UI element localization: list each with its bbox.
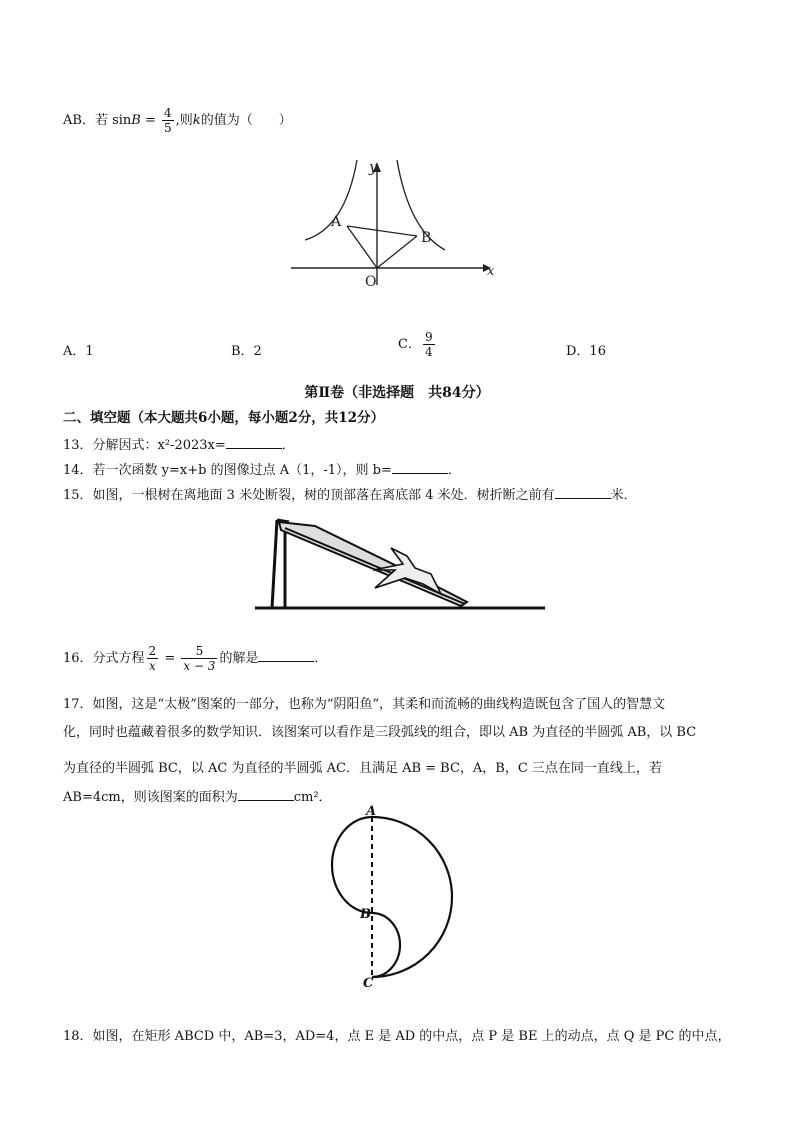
label-a: A (331, 214, 342, 230)
q13-answer-blank[interactable] (226, 436, 282, 449)
q14-answer-blank[interactable] (392, 461, 448, 474)
arc-bc (372, 913, 400, 977)
q17-line-4-prefix: AB=4cm，则该图案的面积为 (63, 790, 238, 805)
q12-frac-den: 5 (164, 121, 172, 135)
q12-var-k: k (192, 113, 201, 128)
q12-suffix2: 的值为（ ） (200, 113, 292, 128)
q12-suffix: ,则 (175, 113, 193, 128)
question-17-line-3: 为直径的半圆弧 BC，以 AC 为直径的半圆弧 AC．且满足 AB = BC，A，B，C 三点在同一直线上，若 (63, 761, 662, 776)
option-d: D．16 (566, 344, 606, 359)
label-o: O (365, 274, 377, 290)
figure-hyperbola (285, 150, 500, 290)
label-x: x (487, 264, 495, 279)
tree-trunk-left (272, 520, 277, 608)
option-c-den: 4 (424, 345, 433, 359)
question-15 (63, 484, 637, 503)
q16-suffix: 的解是 (219, 651, 259, 666)
label-y: y (369, 158, 378, 176)
question-16 (63, 644, 327, 673)
q16-f2-num: 5 (181, 644, 217, 659)
question-17-line-1: 17．如图，这是“太极”图案的一部分，也称为“阴阳鱼”，其柔和而流畅的曲线构造既包含了国人的智慧文 (63, 697, 666, 712)
option-c-prefix: C． (398, 337, 421, 352)
label-a: A (366, 805, 377, 819)
option-c-num: 9 (424, 330, 433, 344)
question-12-stem (63, 106, 292, 135)
arc-ac (372, 817, 452, 977)
q16-f1-num: 2 (148, 644, 157, 658)
option-b: B．2 (231, 344, 262, 359)
option-c-fraction (423, 330, 435, 359)
q17-answer-blank[interactable] (238, 788, 294, 801)
fill-in-section-title: 二、填空题（本大题共6小题，每小题2分，共12分） (63, 410, 385, 426)
q14-end: ． (447, 463, 461, 478)
label-b: B (421, 230, 432, 246)
q14-text: 14．若一次函数 y=x+b 的图像过点 A（1，-1），则 b= (63, 463, 392, 478)
question-17-line-4 (63, 786, 332, 805)
question-17-line-2: 化，同时也蕴藏着很多的数学知识．该图案可以看作是三段弧线的组合，即以 AB 为直径的半圆弧 AB，以 BC (63, 725, 697, 740)
option-c (398, 330, 437, 359)
q13-text: 13．分解因式：x²-2023x= (63, 438, 226, 453)
q12-equals: = (140, 113, 161, 128)
q16-answer-blank[interactable] (258, 649, 314, 662)
q17-unit: cm²． (293, 790, 332, 805)
q16-end: ． (314, 651, 328, 666)
label-c: C (363, 976, 374, 990)
option-a: A．1 (63, 344, 94, 359)
q16-f2-den: x − 3 (183, 659, 216, 673)
q12-frac-num: 4 (164, 106, 172, 120)
question-14 (63, 459, 461, 478)
label-b: B (360, 907, 371, 922)
q16-fraction-2 (181, 644, 217, 673)
q16-f1-den: x (148, 659, 156, 673)
segment-ab (347, 226, 417, 236)
segment-oa (347, 226, 377, 268)
q16-fraction-1 (147, 644, 159, 673)
arc-ab (332, 817, 372, 913)
q12-fraction (162, 106, 174, 135)
q16-prefix: 16．分式方程 (63, 651, 145, 666)
question-13 (63, 434, 295, 453)
segment-ob (377, 236, 417, 268)
section-2-title: 第Ⅱ卷（非选择题 共84分） (304, 385, 490, 401)
q12-prefix: AB．若 sin (63, 113, 132, 128)
q15-text: 15．如图，一根树在离地面 3 米处断裂，树的顶部落在离底部 4 米处．树折断之前有 (63, 488, 555, 503)
q13-end: ． (281, 438, 295, 453)
figure-broken-tree (255, 508, 550, 633)
figure-taiji (320, 805, 470, 990)
q15-end: 米． (610, 488, 637, 503)
q16-equals: = (160, 651, 180, 666)
question-18: 18．如图，在矩形 ABCD 中，AB=3，AD=4，点 E 是 AD 的中点，点 P 是 BE 上的动点，点 Q 是 PC 的中点， (63, 1029, 731, 1044)
q15-answer-blank[interactable] (555, 486, 611, 499)
q12-var-b: B (131, 113, 141, 128)
